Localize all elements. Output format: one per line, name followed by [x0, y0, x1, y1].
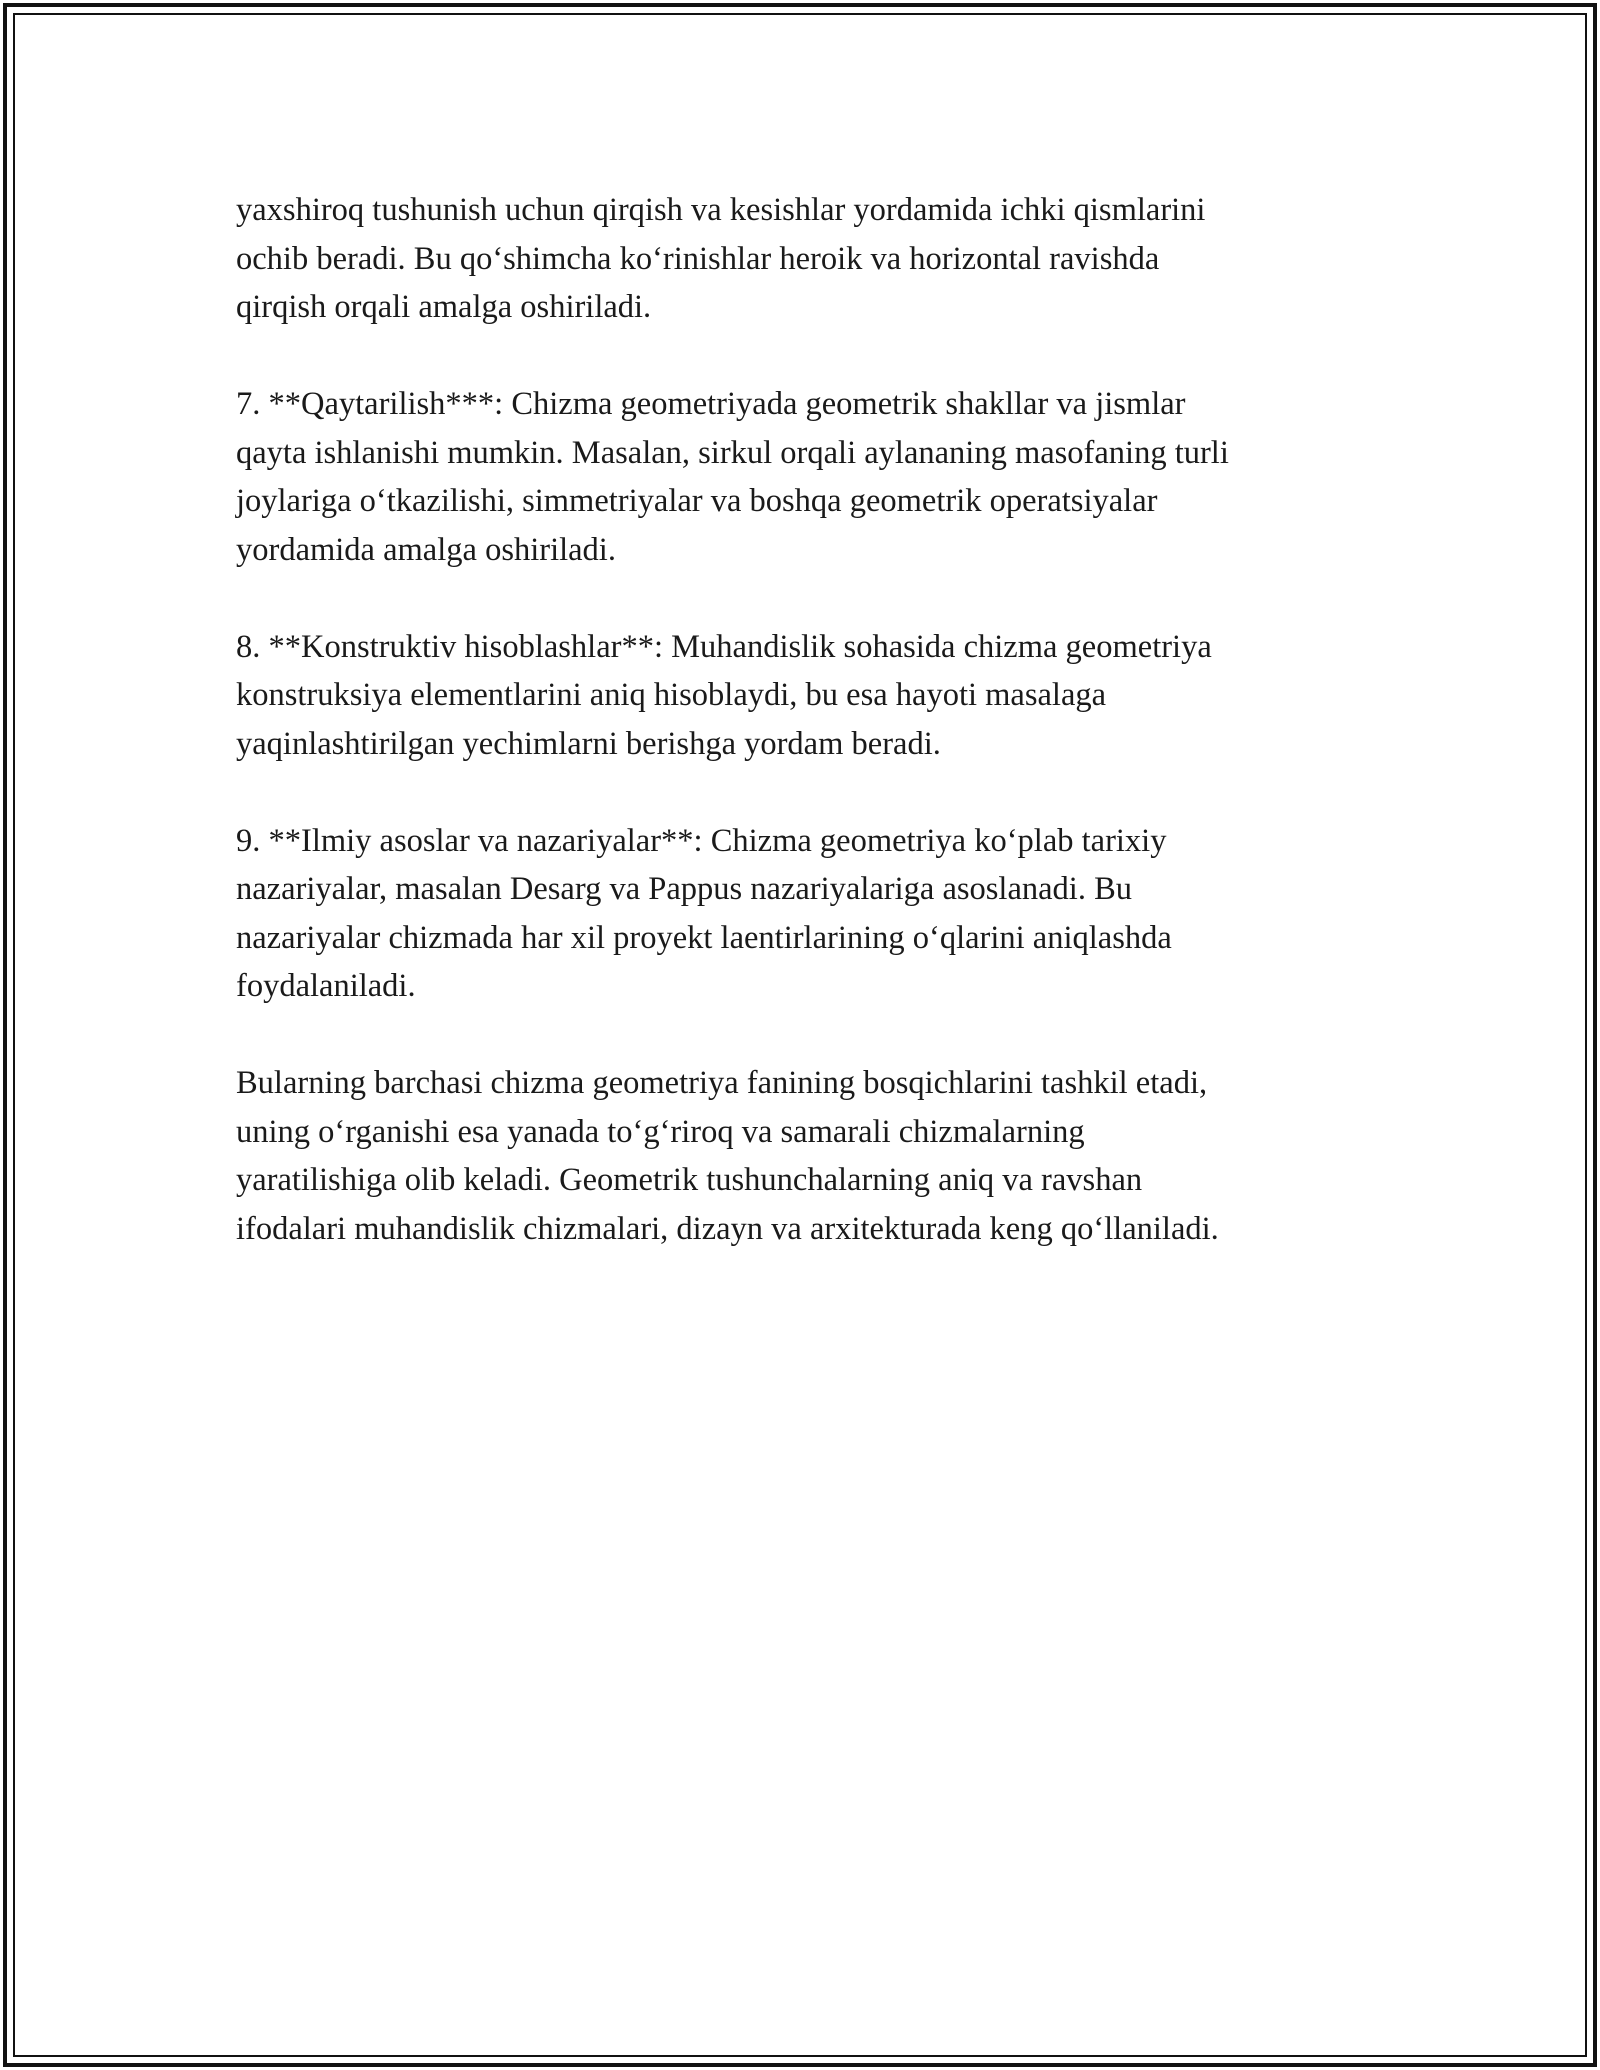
- paragraph-item-9: 9. **Ilmiy asoslar va nazariyalar**: Chizma geometriya ko‘plab tarixiy nazariyalar, masalan Desarg va Pappus nazariyalariga asoslanadi. Bu nazariyalar chizmada har xil proyekt laentirlarining o‘qlarini aniqlashda foydalaniladi.: [236, 822, 1172, 1004]
- paragraph-intro-continuation: yaxshiroq tushunish uchun qirqish va kesishlar yordamida ichki qismlarini ochib beradi. Bu qo‘shimcha ko‘rinishlar heroik va horizontal ravishda qirqish orqali amalga oshiriladi.: [236, 192, 1206, 325]
- paragraph-conclusion: Bularning barchasi chizma geometriya fanining bosqichlarini tashkil etadi, uning o‘rganishi esa yanada to‘g‘riroq va samarali chizmalarning yaratilishiga olib keladi. Geometrik tushunchalarning aniq va ravshan ifodalari muhandislik chizmalari, dizayn va arxitekturada keng qo‘llaniladi.: [236, 1065, 1219, 1247]
- paragraph-item-8: 8. **Konstruktiv hisoblashlar**: Muhandislik sohasida chizma geometriya konstruksiya elementlarini aniq hisoblaydi, bu esa hayoti masalaga yaqinlashtirilgan yechimlarni berishga yordam beradi.: [236, 628, 1212, 762]
- document-body: [236, 186, 1386, 1302]
- paragraph-item-7: 7. **Qaytarilish***: Chizma geometriyada geometrik shakllar va jismlar qayta ishlanishi mumkin. Masalan, sirkul orqali aylananing masofaning turli joylariga o‘tkazilishi, simmetriyalar va boshqa geometrik operatsiyalar yordamida amalga oshiriladi.: [236, 386, 1229, 568]
